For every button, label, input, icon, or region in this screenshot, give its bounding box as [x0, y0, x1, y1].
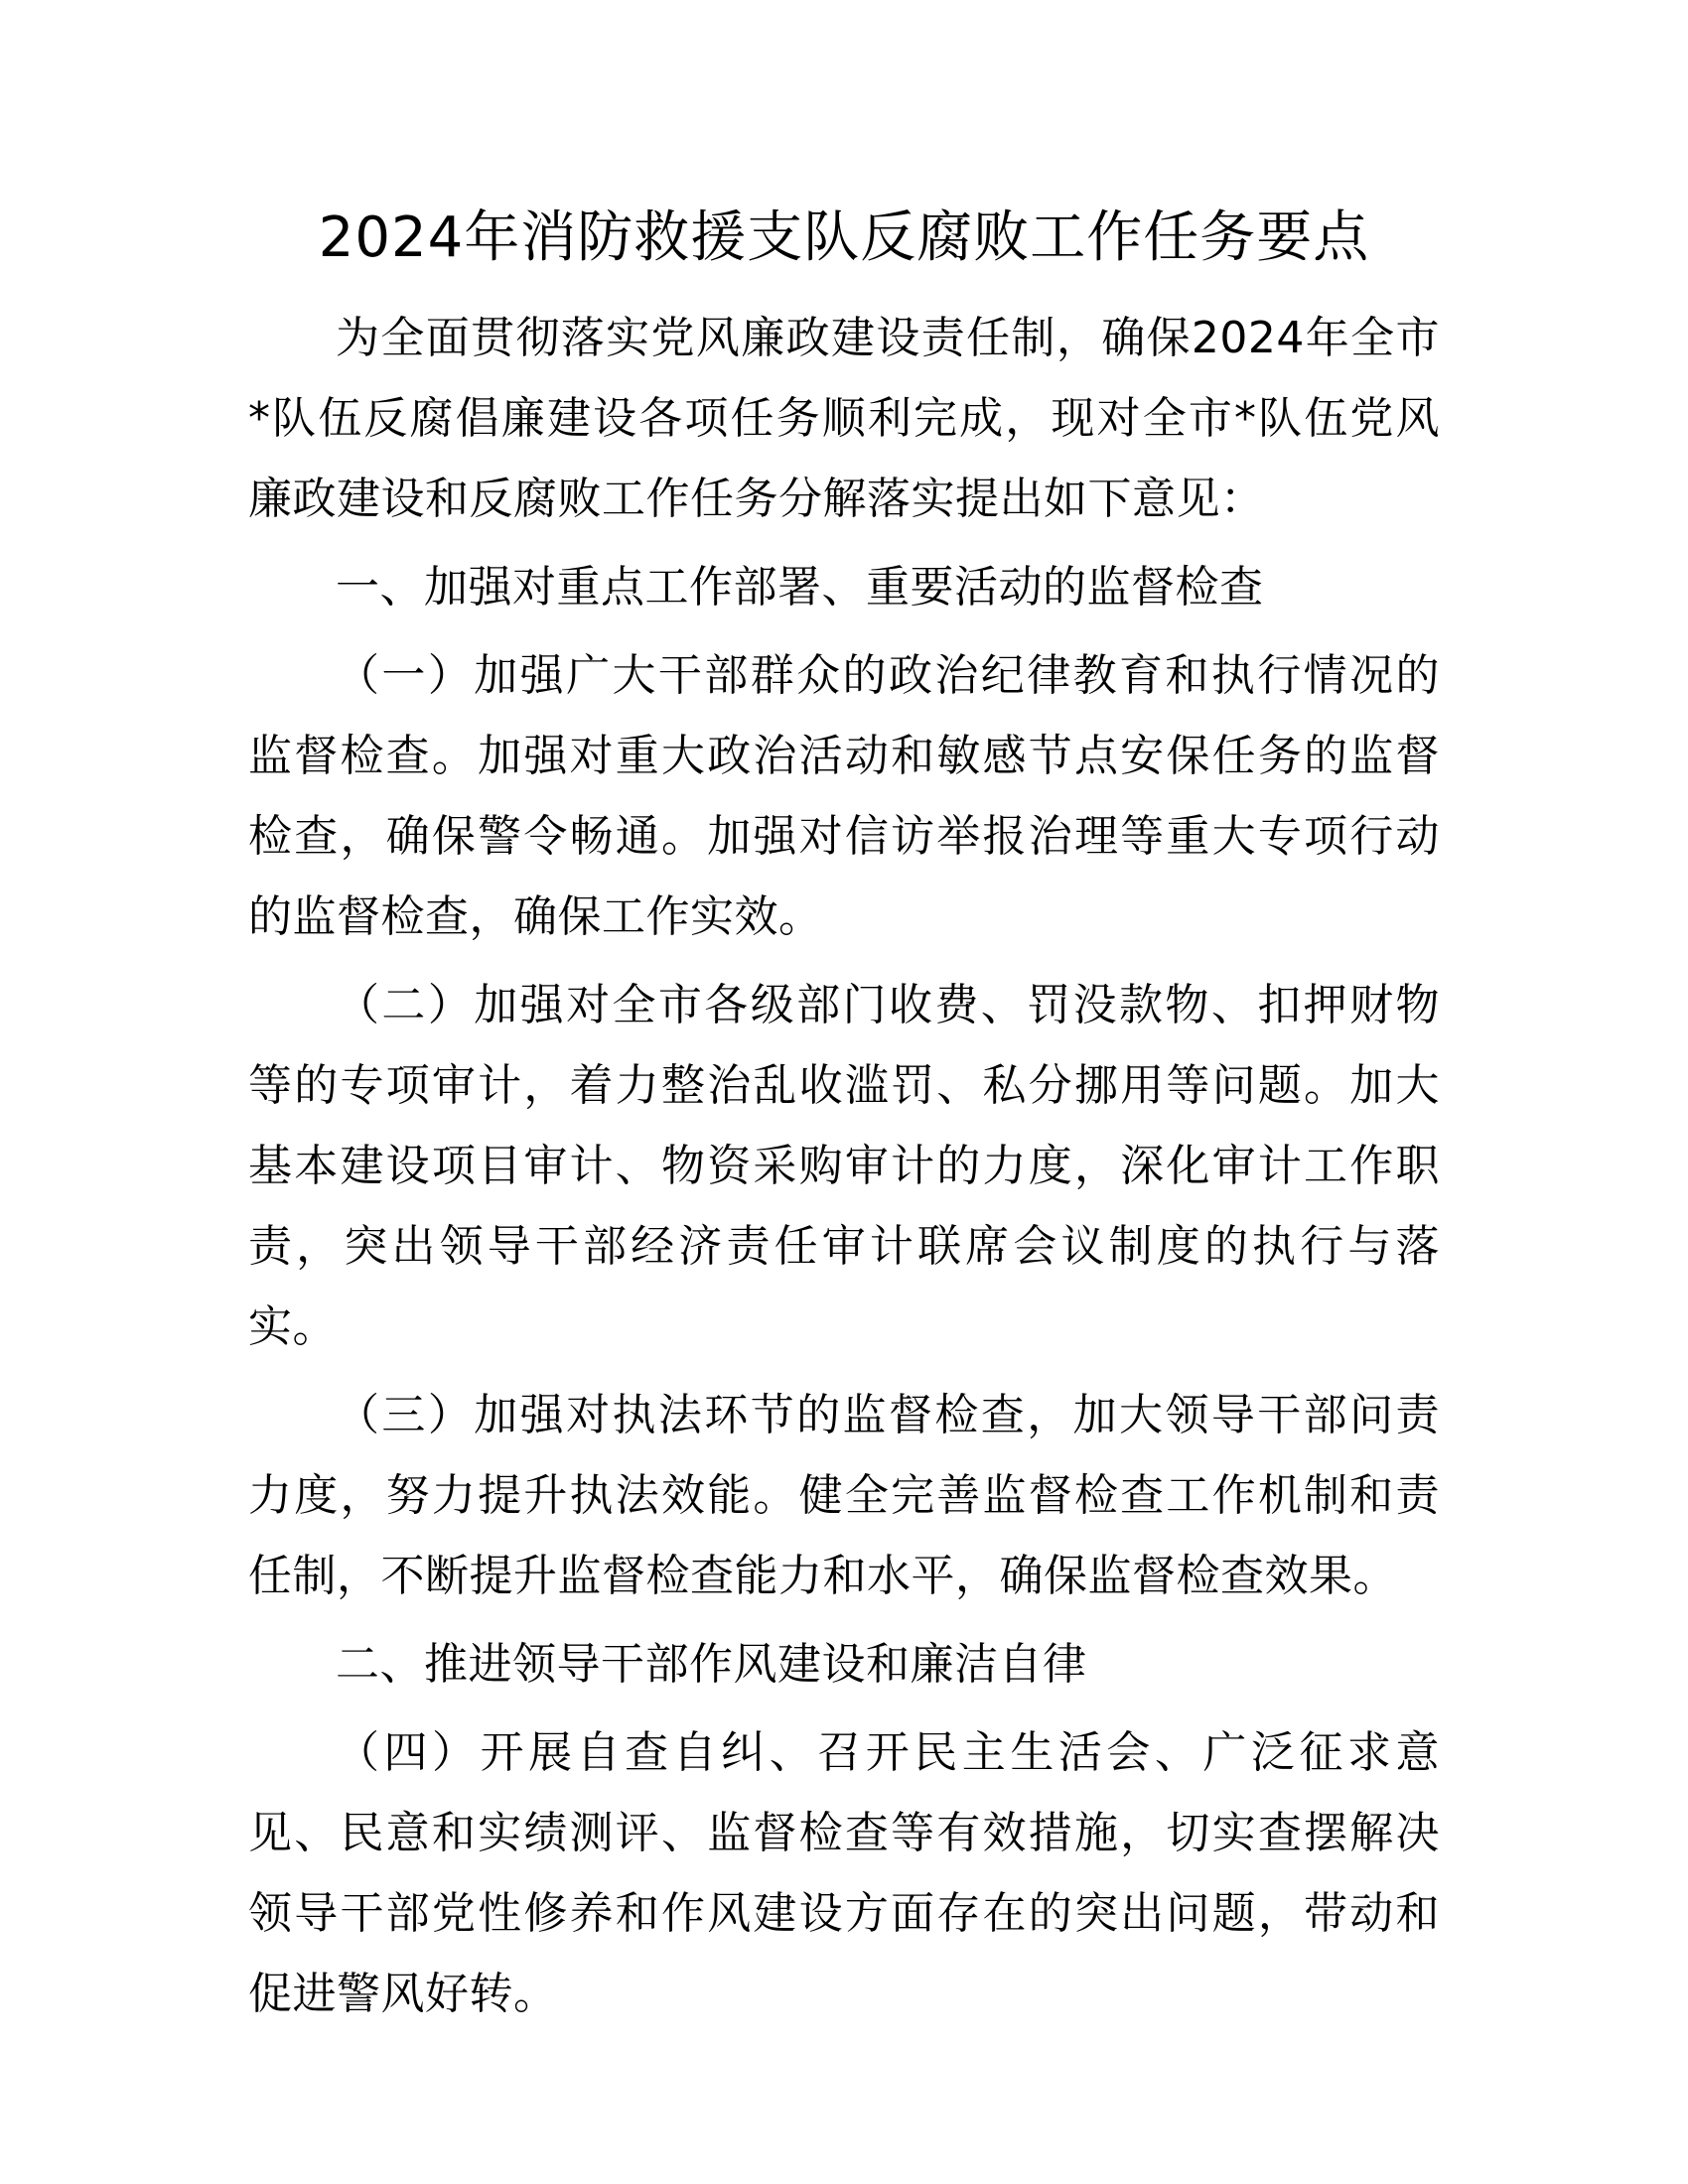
section-heading-1: 一、加强对重点工作部署、重要活动的监督检查 — [336, 562, 1264, 613]
item-paragraph-3: （三）加强对执法环节的监督检查，加大领导干部问责力度，努力提升执法效能。健全完善监督检查工作机制和责任制，不断提升监督检查能力和水平，确保监督检查效果。 — [248, 1390, 1440, 1601]
item-paragraph-4: （四）开展自查自纠、召开民主生活会、广泛征求意见、民意和实绩测评、监督检查等有效措施，切实查摆解决领导干部党性修养和作风建设方面存在的突出问题，带动和促进警风好转。 — [248, 1727, 1440, 2019]
item-paragraph-1: （一）加强广大干部群众的政治纪律教育和执行情况的监督检查。加强对重大政治活动和敏感节点安保任务的监督检查，确保警令畅通。加强对信访举报治理等重大专项行动的监督检查，确保工作实效。 — [248, 650, 1440, 942]
document-page — [248, 199, 1440, 2042]
intro-paragraph: 为全面贯彻落实党风廉政建设责任制，确保2024年全市*队伍反腐倡廉建设各项任务顺利完成，现对全市*队伍党风廉政建设和反腐败工作任务分解落实提出如下意见： — [248, 313, 1440, 524]
item-paragraph-2: （二）加强对全市各级部门收费、罚没款物、扣押财物等的专项审计，着力整治乱收滥罚、私分挪用等问题。加大基本建设项目审计、物资采购审计的力度，深化审计工作职责，突出领导干部经济责任审计联席会议制度的执行与落实。 — [248, 980, 1440, 1352]
section-heading-2: 二、推进领导干部作风建设和廉洁自律 — [336, 1639, 1087, 1690]
document-title: 2024年消防救援支队反腐败工作任务要点 — [318, 205, 1370, 270]
